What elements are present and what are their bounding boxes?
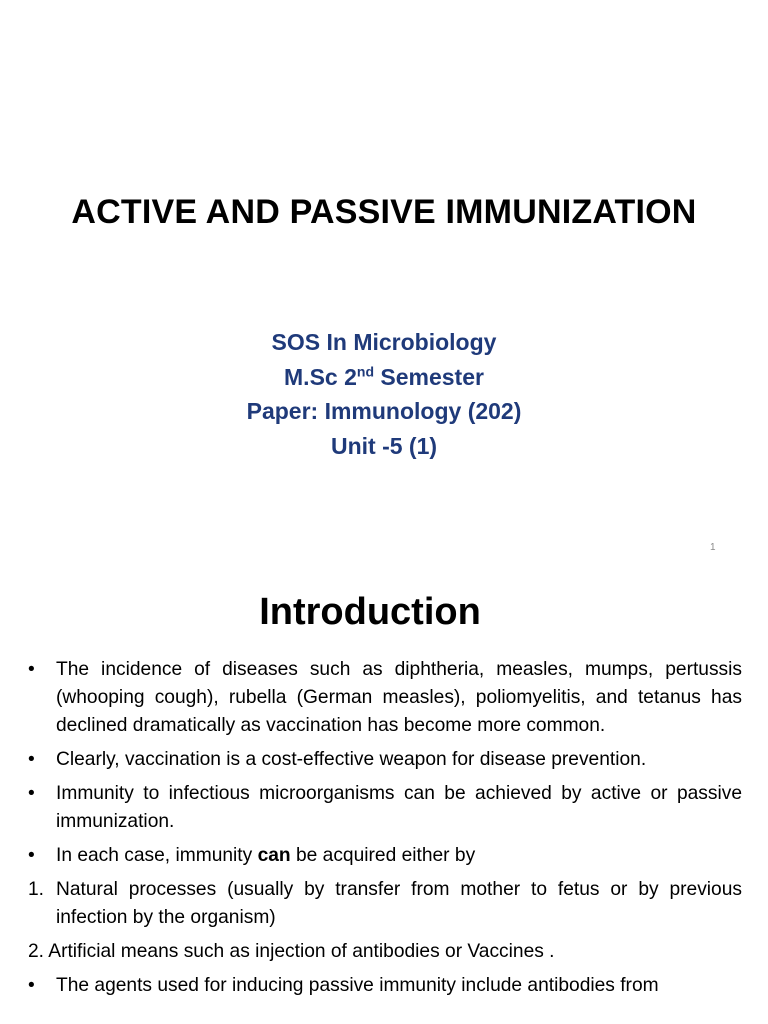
department-line: SOS In Microbiology [271, 329, 497, 355]
bullet-item [28, 746, 742, 774]
bullet-text-after: be acquired either by [290, 845, 476, 866]
numbered-text: Natural processes (usually by transfer from mother to fetus or by previous infection by the organism) [56, 879, 742, 928]
course-suffix: Semester [374, 363, 484, 390]
bullet-text: The agents used for inducing passive immunity include antibodies from [56, 975, 659, 996]
bullet-item [28, 972, 742, 1000]
page-number: 1 [710, 542, 716, 553]
numbered-item [28, 876, 742, 932]
bullet-item [28, 842, 742, 870]
bullet-text-before: In each case, immunity [56, 845, 258, 866]
bullet-marker: • [28, 783, 35, 804]
bullet-item [28, 780, 742, 836]
bullet-text: Clearly, vaccination is a cost-effective weapon for disease prevention. [56, 749, 647, 770]
paper-line: Paper: Immunology (202) [246, 398, 522, 424]
course-prefix: M.Sc 2 [284, 363, 357, 390]
slide-title: ACTIVE AND PASSIVE IMMUNIZATION [71, 193, 697, 231]
course-line [0, 360, 768, 395]
bullet-marker: • [28, 659, 35, 680]
subtitle-block [0, 325, 768, 463]
numbered-item: 2. Artificial means such as injection of antibodies or Vaccines . [28, 941, 555, 962]
bullet-marker: • [28, 749, 35, 770]
introduction-slide [0, 576, 768, 1024]
number-marker: 1. [28, 879, 45, 900]
bullet-marker: • [28, 845, 35, 866]
intro-heading: Introduction [259, 591, 481, 633]
course-ordinal-suffix: nd [356, 362, 374, 379]
bullet-text: The incidence of diseases such as diphtheria, measles, mumps, pertussis (whooping cough), rubella (German measles), poliomyelitis, and tetanus has declined dramatically as vaccination has become more common. [56, 659, 742, 736]
unit-line: Unit -5 (1) [330, 432, 438, 459]
bullet-list [28, 656, 742, 1006]
bullet-item [28, 656, 742, 740]
bullet-text-bold: can [257, 845, 291, 866]
bullet-marker: • [28, 975, 35, 996]
bullet-text: Immunity to infectious microorganisms can be achieved by active or passive immunization. [56, 783, 742, 832]
